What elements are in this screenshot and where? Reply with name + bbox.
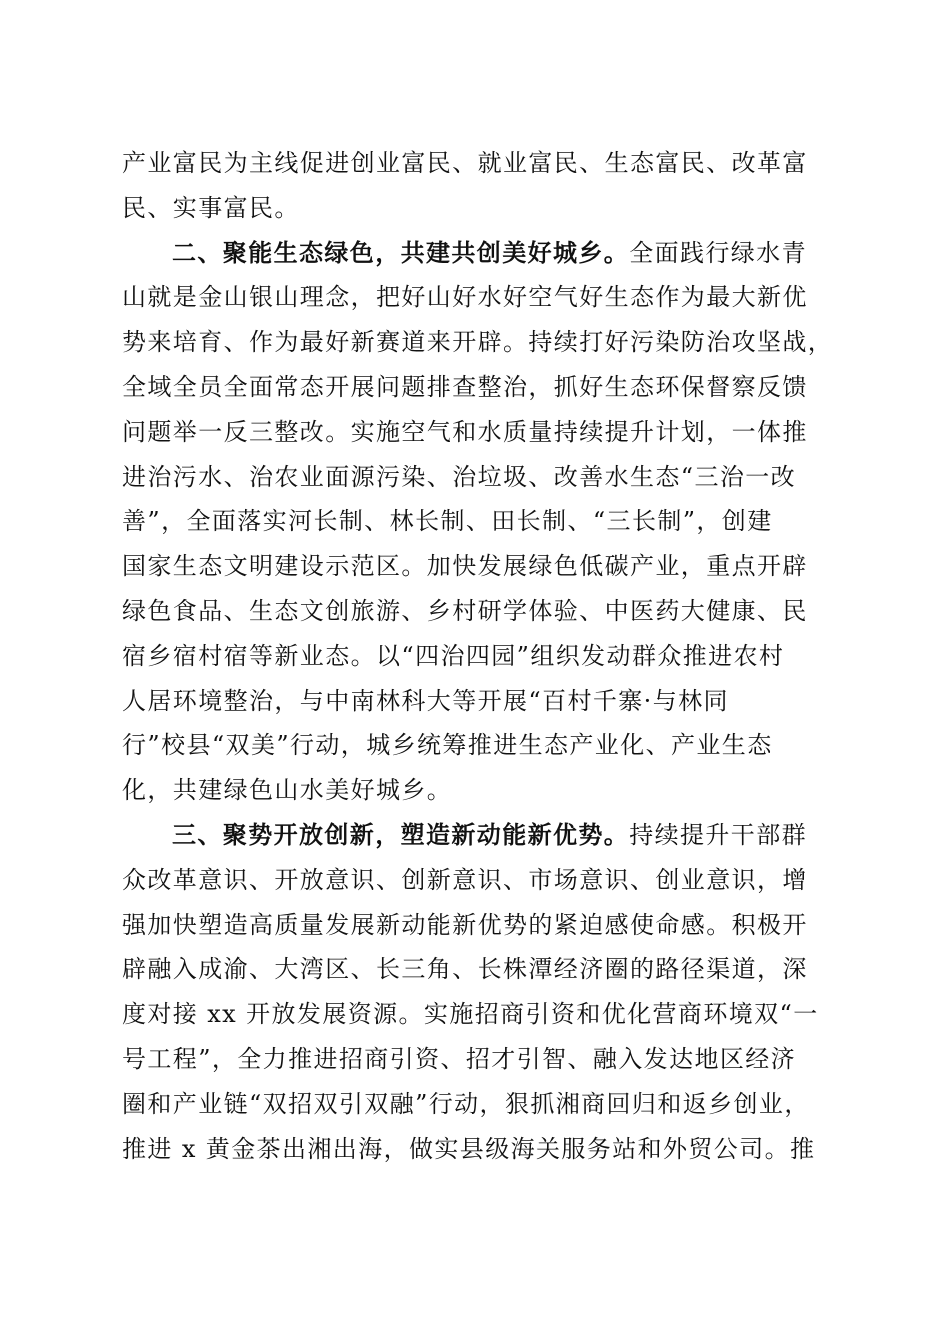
text-line: 圈和产业链“双招双引双融”行动，狠抓湘商回归和返乡创业，	[122, 1089, 810, 1118]
text-line: 绿色食品、生态文创旅游、乡村研学体验、中医药大健康、民	[122, 596, 808, 625]
text-line: 宿乡宿村宿等新业态。以“四治四园”组织发动群众推进农村	[122, 641, 785, 670]
text-line: 辟融入成渝、大湾区、长三角、长株潭经济圈的路径渠道，深	[122, 955, 808, 984]
text-line: 国家生态文明建设示范区。加快发展绿色低碳产业，重点开辟	[122, 552, 808, 581]
text-line: 化，共建绿色山水美好城乡。	[122, 776, 453, 805]
text-line: 民、实事富民。	[122, 193, 300, 222]
document-body	[122, 141, 834, 1171]
text-line: 山就是金山银山理念，把好山好水好空气好生态作为最大新优	[122, 283, 808, 312]
text-line: 势来培育、作为最好新赛道来开辟。持续打好污染防治攻坚战，	[122, 328, 834, 357]
text-line: 问题举一反三整改。实施空气和水质量持续提升计划，一体推	[122, 417, 808, 446]
text-line: 全域全员全面常态开展问题排查整治，抓好生态环保督察反馈	[122, 372, 808, 401]
section-heading-ecology: 二、聚能生态绿色，共建共创美好城乡。	[172, 238, 630, 267]
text-line: 推进 x 黄金茶出湘出海，做实县级海关服务站和外贸公司。推	[122, 1134, 816, 1163]
paragraph-first-line	[122, 231, 828, 276]
paragraph-3	[122, 813, 828, 1171]
section-heading-openness: 三、聚势开放创新，塑造新动能新优势。	[172, 820, 630, 849]
text-line: 度对接 xx 开放发展资源。实施招商引资和优化营商环境双“一	[122, 1000, 819, 1029]
paragraph-first-line	[122, 813, 828, 858]
text-line: 强加快塑造高质量发展新动能新优势的紧迫感使命感。积极开	[122, 910, 808, 939]
text-line: 人居环境整治，与中南林科大等开展“百村千寨·与林同	[122, 686, 729, 715]
text-line: 产业富民为主线促进创业富民、就业富民、生态富民、改革富	[122, 149, 808, 177]
text-run: 全面践行绿水青	[629, 238, 808, 267]
text-line: 行”校县“双美”行动，城乡统筹推进生态产业化、产业生态	[122, 731, 773, 760]
text-run: 持续提升干部群	[629, 820, 808, 849]
text-line: 善”，全面落实河长制、林长制、田长制、“三长制”，创建	[122, 507, 773, 536]
text-line: 众改革意识、开放意识、创新意识、市场意识、创业意识，增	[122, 865, 808, 894]
text-line: 进治污水、治农业面源污染、治垃圾、改善水生态“三治一改	[122, 462, 797, 491]
paragraph-2	[122, 231, 834, 813]
paragraph-1	[122, 141, 828, 231]
text-line: 号工程”，全力推进招商引资、招才引智、融入发达地区经济	[122, 1044, 797, 1073]
